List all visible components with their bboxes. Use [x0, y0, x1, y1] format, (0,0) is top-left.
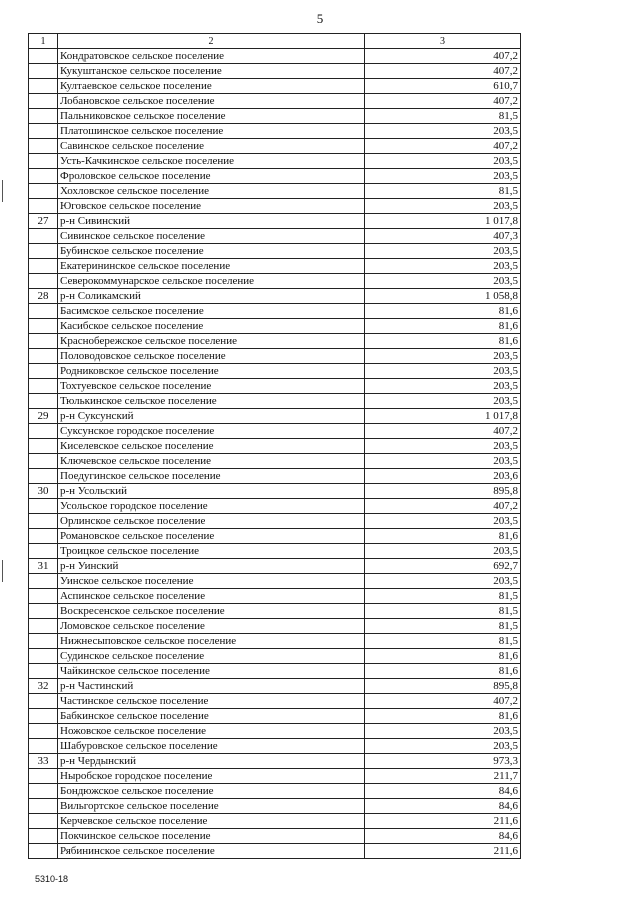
row-number-cell	[29, 544, 58, 559]
table-row	[29, 559, 521, 574]
row-value-cell: 81,5	[365, 184, 521, 199]
row-value-cell: 203,5	[365, 274, 521, 289]
row-name-cell: р-н Частинский	[58, 679, 365, 694]
table-row	[29, 844, 521, 859]
row-name-cell: Покчинское сельское поселение	[58, 829, 365, 844]
row-number-cell	[29, 79, 58, 94]
row-value-cell: 81,6	[365, 319, 521, 334]
row-number-cell	[29, 49, 58, 64]
row-name-cell: Тюлькинское сельское поселение	[58, 394, 365, 409]
row-name-cell: Частинское сельское поселение	[58, 694, 365, 709]
row-value-cell: 203,5	[365, 199, 521, 214]
row-number-cell	[29, 334, 58, 349]
row-number-cell	[29, 439, 58, 454]
table-row	[29, 274, 521, 289]
row-name-cell: Платошинское сельское поселение	[58, 124, 365, 139]
row-name-cell: Шабуровское сельское поселение	[58, 739, 365, 754]
row-value-cell: 81,5	[365, 604, 521, 619]
document-code: 5310-18	[35, 874, 69, 884]
row-value-cell: 81,6	[365, 709, 521, 724]
row-number-cell	[29, 814, 58, 829]
table-row	[29, 739, 521, 754]
row-value-cell: 203,5	[365, 169, 521, 184]
table-row	[29, 169, 521, 184]
row-value-cell: 211,6	[365, 814, 521, 829]
row-number-cell	[29, 229, 58, 244]
row-value-cell: 1 017,8	[365, 214, 521, 229]
table-row	[29, 709, 521, 724]
row-number-cell	[29, 649, 58, 664]
row-value-cell: 610,7	[365, 79, 521, 94]
row-value-cell: 81,6	[365, 529, 521, 544]
row-value-cell: 81,6	[365, 334, 521, 349]
row-number-cell: 28	[29, 289, 58, 304]
row-name-cell: Фроловское сельское поселение	[58, 169, 365, 184]
table-row	[29, 454, 521, 469]
table-row	[29, 139, 521, 154]
table-row	[29, 589, 521, 604]
row-number-cell: 32	[29, 679, 58, 694]
row-name-cell: р-н Чердынский	[58, 754, 365, 769]
table-row	[29, 394, 521, 409]
table-row	[29, 679, 521, 694]
table-row	[29, 229, 521, 244]
row-number-cell	[29, 769, 58, 784]
table-row	[29, 469, 521, 484]
table-row	[29, 319, 521, 334]
row-number-cell	[29, 274, 58, 289]
row-name-cell: Бубинское сельское поселение	[58, 244, 365, 259]
row-number-cell	[29, 154, 58, 169]
row-number-cell	[29, 664, 58, 679]
row-value-cell: 407,3	[365, 229, 521, 244]
row-name-cell: Романовское сельское поселение	[58, 529, 365, 544]
table-row	[29, 529, 521, 544]
row-name-cell: Култаевское сельское поселение	[58, 79, 365, 94]
row-value-cell: 407,2	[365, 64, 521, 79]
row-value-cell: 84,6	[365, 784, 521, 799]
row-number-cell	[29, 829, 58, 844]
row-value-cell: 81,6	[365, 649, 521, 664]
row-name-cell: Лобановское сельское поселение	[58, 94, 365, 109]
row-value-cell: 84,6	[365, 799, 521, 814]
row-name-cell: Половодовское сельское поселение	[58, 349, 365, 364]
table-row	[29, 304, 521, 319]
row-number-cell	[29, 94, 58, 109]
row-name-cell: Родниковское сельское поселение	[58, 364, 365, 379]
row-number-cell	[29, 469, 58, 484]
row-name-cell: Пальниковское сельское поселение	[58, 109, 365, 124]
row-value-cell: 203,5	[365, 349, 521, 364]
row-name-cell: р-н Уинский	[58, 559, 365, 574]
row-value-cell: 203,5	[365, 574, 521, 589]
row-number-cell	[29, 124, 58, 139]
table-row	[29, 184, 521, 199]
row-number-cell	[29, 169, 58, 184]
row-value-cell: 81,6	[365, 664, 521, 679]
row-number-cell	[29, 799, 58, 814]
table-header-row	[29, 34, 521, 49]
row-value-cell: 203,5	[365, 154, 521, 169]
row-name-cell: р-н Соликамский	[58, 289, 365, 304]
table-row	[29, 784, 521, 799]
row-value-cell: 81,5	[365, 589, 521, 604]
table-row	[29, 379, 521, 394]
row-number-cell	[29, 304, 58, 319]
row-value-cell: 203,6	[365, 469, 521, 484]
row-value-cell: 203,5	[365, 724, 521, 739]
table-row	[29, 694, 521, 709]
page-number: 5	[316, 11, 324, 26]
row-name-cell: Усольское городское поселение	[58, 499, 365, 514]
row-name-cell: Басимское сельское поселение	[58, 304, 365, 319]
row-number-cell	[29, 379, 58, 394]
row-name-cell: Ныробское городское поселение	[58, 769, 365, 784]
row-number-cell	[29, 244, 58, 259]
row-name-cell: Юговское сельское поселение	[58, 199, 365, 214]
row-value-cell: 407,2	[365, 499, 521, 514]
row-name-cell: р-н Усольский	[58, 484, 365, 499]
table-row	[29, 604, 521, 619]
header-col-2: 2	[58, 34, 365, 49]
row-number-cell	[29, 529, 58, 544]
row-name-cell: р-н Суксунский	[58, 409, 365, 424]
row-name-cell: Рябининское сельское поселение	[58, 844, 365, 859]
row-value-cell: 203,5	[365, 379, 521, 394]
row-number-cell: 29	[29, 409, 58, 424]
table-row	[29, 424, 521, 439]
table-row	[29, 544, 521, 559]
row-name-cell: Нижнесыповское сельское поселение	[58, 634, 365, 649]
table-row	[29, 619, 521, 634]
table-row	[29, 349, 521, 364]
table-row	[29, 499, 521, 514]
row-value-cell: 81,5	[365, 634, 521, 649]
row-name-cell: Усть-Качкинское сельское поселение	[58, 154, 365, 169]
row-value-cell: 203,5	[365, 514, 521, 529]
row-name-cell: Орлинское сельское поселение	[58, 514, 365, 529]
table-row	[29, 829, 521, 844]
table-row	[29, 154, 521, 169]
row-number-cell: 31	[29, 559, 58, 574]
row-name-cell: Ножовское сельское поселение	[58, 724, 365, 739]
row-number-cell	[29, 319, 58, 334]
row-number-cell	[29, 139, 58, 154]
table-row	[29, 214, 521, 229]
row-number-cell	[29, 109, 58, 124]
row-number-cell	[29, 844, 58, 859]
row-number-cell	[29, 784, 58, 799]
row-number-cell	[29, 739, 58, 754]
row-number-cell	[29, 424, 58, 439]
row-number-cell	[29, 574, 58, 589]
row-name-cell: Бондюжское сельское поселение	[58, 784, 365, 799]
row-number-cell	[29, 514, 58, 529]
row-name-cell: Тохтуевское сельское поселение	[58, 379, 365, 394]
row-number-cell	[29, 259, 58, 274]
row-name-cell: Касибское сельское поселение	[58, 319, 365, 334]
row-number-cell	[29, 364, 58, 379]
table-row	[29, 754, 521, 769]
row-value-cell: 407,2	[365, 424, 521, 439]
table-row	[29, 814, 521, 829]
table-row	[29, 484, 521, 499]
table-row	[29, 664, 521, 679]
row-value-cell: 211,6	[365, 844, 521, 859]
allocation-table	[28, 33, 521, 859]
row-value-cell: 895,8	[365, 679, 521, 694]
row-number-cell	[29, 634, 58, 649]
table-row	[29, 109, 521, 124]
row-number-cell	[29, 394, 58, 409]
row-name-cell: Аспинское сельское поселение	[58, 589, 365, 604]
table-row	[29, 409, 521, 424]
row-value-cell: 1 017,8	[365, 409, 521, 424]
table-row	[29, 289, 521, 304]
table-row	[29, 199, 521, 214]
header-col-1: 1	[29, 34, 58, 49]
row-number-cell	[29, 589, 58, 604]
table-row	[29, 259, 521, 274]
row-number-cell	[29, 694, 58, 709]
table-row	[29, 769, 521, 784]
row-name-cell: Екатерининское сельское поселение	[58, 259, 365, 274]
row-number-cell	[29, 604, 58, 619]
row-name-cell: р-н Сивинский	[58, 214, 365, 229]
row-value-cell: 81,6	[365, 304, 521, 319]
margin-mark-top	[2, 180, 3, 202]
margin-mark-bottom	[2, 560, 3, 582]
row-number-cell: 33	[29, 754, 58, 769]
row-value-cell: 203,5	[365, 124, 521, 139]
row-value-cell: 203,5	[365, 439, 521, 454]
table-row	[29, 799, 521, 814]
row-name-cell: Хохловское сельское поселение	[58, 184, 365, 199]
table-row	[29, 124, 521, 139]
row-name-cell: Бабкинское сельское поселение	[58, 709, 365, 724]
table-row	[29, 334, 521, 349]
row-value-cell: 895,8	[365, 484, 521, 499]
row-name-cell: Воскресенское сельское поселение	[58, 604, 365, 619]
table-row	[29, 244, 521, 259]
table-row	[29, 514, 521, 529]
row-value-cell: 973,3	[365, 754, 521, 769]
row-number-cell	[29, 349, 58, 364]
row-name-cell: Киселевское сельское поселение	[58, 439, 365, 454]
table-row	[29, 574, 521, 589]
table-row	[29, 79, 521, 94]
row-name-cell: Вильгортское сельское поселение	[58, 799, 365, 814]
row-value-cell: 1 058,8	[365, 289, 521, 304]
row-name-cell: Судинское сельское поселение	[58, 649, 365, 664]
row-value-cell: 692,7	[365, 559, 521, 574]
row-name-cell: Ключевское сельское поселение	[58, 454, 365, 469]
row-number-cell	[29, 619, 58, 634]
row-value-cell: 81,5	[365, 619, 521, 634]
row-number-cell	[29, 724, 58, 739]
table-row	[29, 439, 521, 454]
table-row	[29, 64, 521, 79]
row-number-cell	[29, 499, 58, 514]
row-name-cell: Керчевское сельское поселение	[58, 814, 365, 829]
row-name-cell: Северокоммунарское сельское поселение	[58, 274, 365, 289]
header-col-3: 3	[365, 34, 521, 49]
row-name-cell: Поедугинское сельское поселение	[58, 469, 365, 484]
row-value-cell: 203,5	[365, 259, 521, 274]
row-value-cell: 203,5	[365, 454, 521, 469]
row-name-cell: Суксунское городское поселение	[58, 424, 365, 439]
row-name-cell: Уинское сельское поселение	[58, 574, 365, 589]
row-number-cell	[29, 199, 58, 214]
row-value-cell: 203,5	[365, 394, 521, 409]
row-number-cell	[29, 184, 58, 199]
row-name-cell: Кукуштанское сельское поселение	[58, 64, 365, 79]
table-row	[29, 634, 521, 649]
row-value-cell: 407,2	[365, 49, 521, 64]
row-value-cell: 203,5	[365, 544, 521, 559]
row-number-cell: 30	[29, 484, 58, 499]
row-value-cell: 203,5	[365, 739, 521, 754]
row-value-cell: 203,5	[365, 244, 521, 259]
row-name-cell: Сивинское сельское поселение	[58, 229, 365, 244]
row-value-cell: 84,6	[365, 829, 521, 844]
row-value-cell: 211,7	[365, 769, 521, 784]
row-name-cell: Савинское сельское поселение	[58, 139, 365, 154]
row-number-cell: 27	[29, 214, 58, 229]
row-name-cell: Троицкое сельское поселение	[58, 544, 365, 559]
table-row	[29, 649, 521, 664]
table-row	[29, 49, 521, 64]
row-value-cell: 407,2	[365, 139, 521, 154]
row-value-cell: 81,5	[365, 109, 521, 124]
table-row	[29, 94, 521, 109]
row-value-cell: 203,5	[365, 364, 521, 379]
row-number-cell	[29, 454, 58, 469]
row-number-cell	[29, 709, 58, 724]
row-name-cell: Ломовское сельское поселение	[58, 619, 365, 634]
row-name-cell: Краснобережское сельское поселение	[58, 334, 365, 349]
row-name-cell: Кондратовское сельское поселение	[58, 49, 365, 64]
row-value-cell: 407,2	[365, 694, 521, 709]
row-value-cell: 407,2	[365, 94, 521, 109]
row-name-cell: Чайкинское сельское поселение	[58, 664, 365, 679]
row-number-cell	[29, 64, 58, 79]
table-row	[29, 364, 521, 379]
table-row	[29, 724, 521, 739]
